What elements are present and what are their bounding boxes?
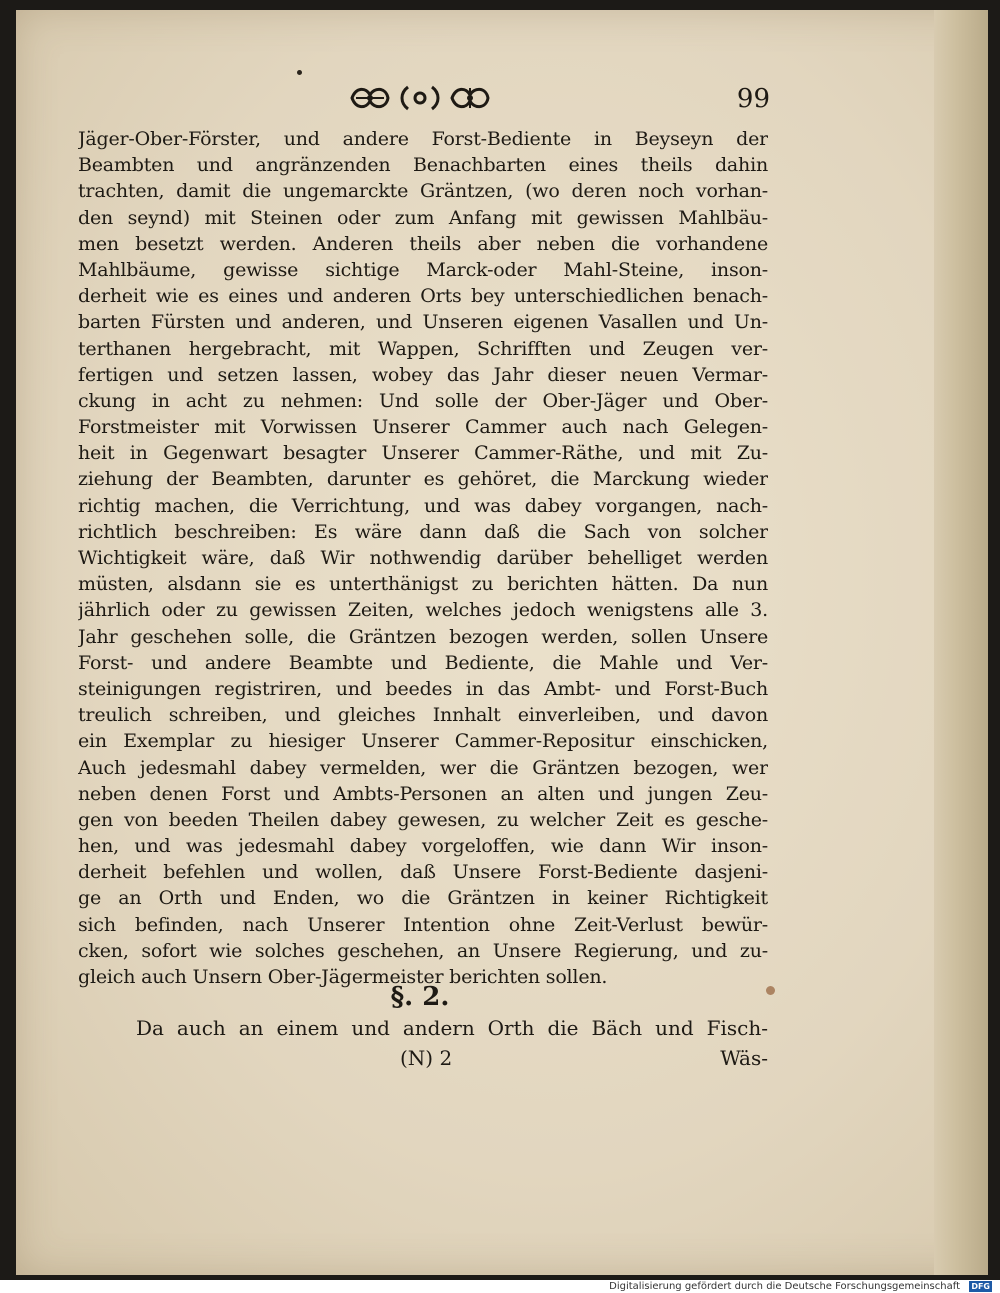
text-line: barten Fürsten und anderen, und Unseren eigenen Vasallen und Un- [78,311,768,334]
page-number: 99 [736,84,770,114]
ornament-center-icon [398,83,442,113]
text-line: cken, sofort wie solches geschehen, an Unsere Regierung, und zu- [78,939,768,962]
text-line: terthanen hergebracht, mit Wappen, Schrifften und Zeugen ver- [78,337,768,360]
ornament-left-icon [348,83,392,113]
text-line: ge an Orth und Enden, wo die Gräntzen in keiner Richtigkeit [78,887,768,910]
header-ornament [340,78,500,118]
page-edge [934,10,988,1275]
text-line: Auch jedesmahl dabey vermelden, wer die Gräntzen bezogen, wer [78,756,768,779]
text-line: treulich schreiben, und gleiches Innhalt einverleiben, und davon [78,704,768,727]
text-line: trachten, damit die ungemarckte Gräntzen, (wo deren noch vorhan- [78,180,768,203]
text-line: Jäger-Ober-Förster, und andere Forst-Bediente in Beyseyn der [78,128,768,150]
dfg-logo: DFG [971,1282,990,1291]
text-line: derheit wie es eines und anderen Orts bey unterschiedlichen benach- [78,285,768,308]
text-line: neben denen Forst und Ambts-Personen an alten und jungen Zeu- [78,782,768,805]
text-line: jährlich oder zu gewissen Zeiten, welches jedoch wenigstens alle 3. [78,599,768,622]
text-line: steinigungen registriren, und beedes in das Ambt- und Forst-Buch [78,677,768,700]
text-line: Beambten und angränzenden Benachbarten eines theils dahin [78,154,768,177]
text-line: fertigen und setzen lassen, wobey das Jahr dieser neuen Vermar- [78,363,768,386]
text-line: ein Exemplar zu hiesiger Unserer Cammer-Repositur einschicken, [78,730,768,753]
body-text [78,126,768,990]
section-heading: §. 2. [390,982,450,1012]
text-line: sich befinden, nach Unserer Intention ohne Zeit-Verlust bewür- [78,913,768,936]
footer-credit: Digitalisierung gefördert durch die Deutsche Forschungsgemeinschaft [609,1281,960,1292]
ornament-right-icon [448,83,492,113]
text-line: gleich auch Unsern Ober-Jägermeister berichten sollen. [78,966,608,988]
ink-dot [297,70,302,75]
next-section-start: Da auch an einem und andern Orth die Bäch und Fisch- [136,1016,768,1040]
text-line: hen, und was jedesmahl dabey vorgeloffen, wie dann Wir inson- [78,835,768,858]
catchword: Wäs- [720,1046,768,1070]
text-line: müsten, alsdann sie es unterthänigst zu berichten hätten. Da nun [78,573,768,596]
paper-stain [766,986,775,995]
text-line: Forstmeister mit Vorwissen Unserer Cammer auch nach Gelegen- [78,416,768,439]
text-line: heit in Gegenwart besagter Unserer Cammer-Räthe, und mit Zu- [78,442,768,465]
text-line: Jahr geschehen solle, die Gräntzen bezogen werden, sollen Unsere [78,625,768,648]
text-line: ckung in acht zu nehmen: Und solle der Ober-Jäger und Ober- [78,389,768,412]
text-line: derheit befehlen und wollen, daß Unsere Forst-Bediente dasjeni- [78,861,768,884]
text-line: gen von beeden Theilen dabey gewesen, zu welcher Zeit es gesche- [78,808,768,831]
text-line: Forst- und andere Beambte und Bediente, die Mahle und Ver- [78,651,768,674]
text-line: richtig machen, die Verrichtung, und was dabey vorgangen, nach- [78,494,768,517]
text-line: richtlich beschreiben: Es wäre dann daß die Sach von solcher [78,520,768,543]
text-line: ziehung der Beambten, darunter es gehöret, die Marckung wieder [78,468,768,491]
text-line: den seynd) mit Steinen oder zum Anfang mit gewissen Mahlbäu- [78,206,768,229]
text-line: Wichtigkeit wäre, daß Wir nothwendig darüber behelliget werden [78,547,768,569]
signature-mark: (N) 2 [400,1046,453,1070]
text-line: men besetzt werden. Anderen theils aber neben die vorhandene [78,232,768,255]
text-line: Mahlbäume, gewisse sichtige Marck-oder Mahl-Steine, inson- [78,258,768,281]
